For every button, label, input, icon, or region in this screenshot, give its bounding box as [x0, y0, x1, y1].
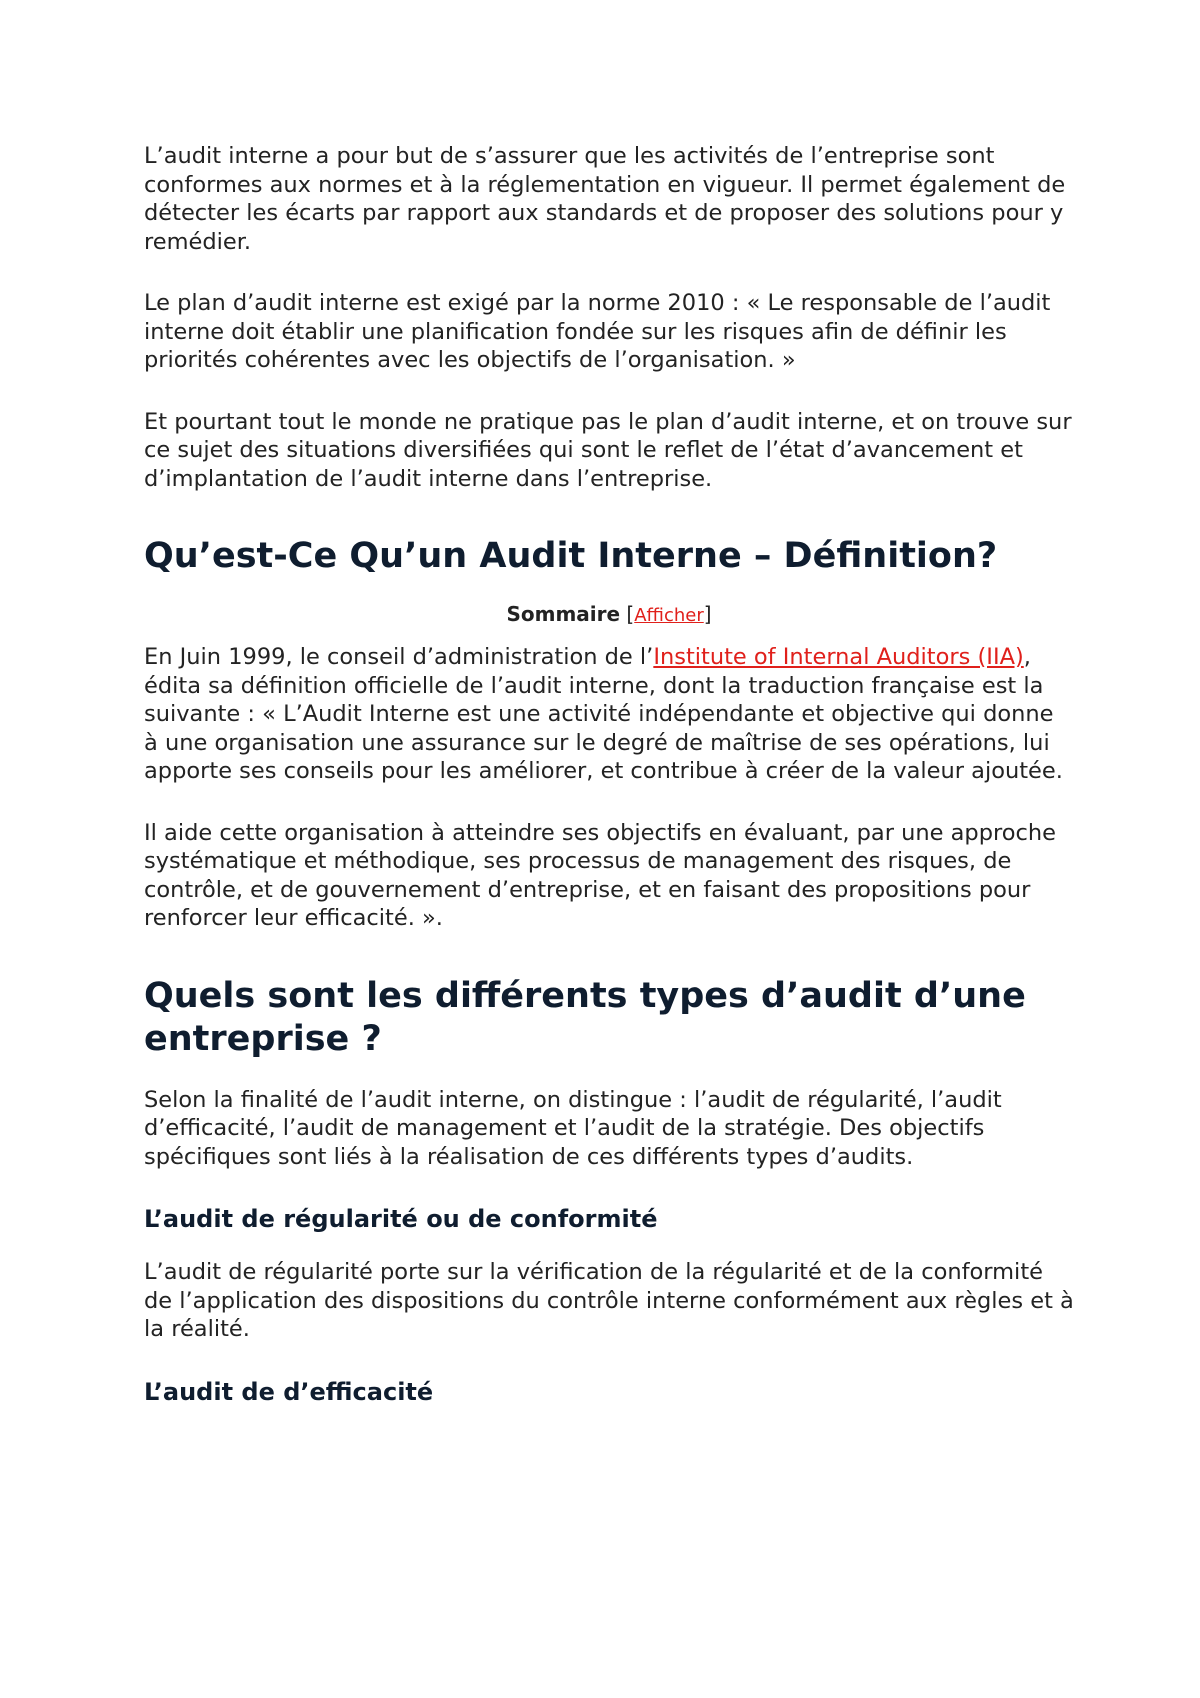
types-heading: Quels sont les différents types d’audit d’une entreprise ? [144, 975, 1026, 1059]
definition-paragraph-1 [144, 643, 1074, 786]
definition-text-after-link: , édita sa définition officielle de l’audit interne, dont la traduction française est la suivante : « L’Audit Interne est une activité indépendante et objective qui donne à une organisation une assurance sur le degré de maîtrise de ses opérations, lui apporte ses conseils pour les améliorer, et contribue à créer de la valeur ajoutée. [144, 644, 1063, 784]
types-paragraph-1: Selon la finalité de l’audit interne, on distingue : l’audit de régularité, l’audit d’efficacité, l’audit de management et l’audit de la stratégie. Des objectifs spécifiques sont liés à la réalisation de ces différents types d’audits. [144, 1086, 1002, 1170]
intro-paragraph-2: Le plan d’audit interne est exigé par la norme 2010 : « Le responsable de l’audit interne doit établir une planification fondée sur les risques afin de définir les priorités cohérentes avec les objectifs de l’organisation. » [144, 290, 1051, 373]
iia-link[interactable]: Institute of Internal Auditors (IIA) [653, 644, 1024, 670]
document-page [144, 142, 1074, 1431]
definition-heading: Qu’est-Ce Qu’un Audit Interne – Définition? [144, 536, 998, 576]
regularity-heading: L’audit de régularité ou de conformité [144, 1205, 658, 1233]
regularity-paragraph-1: L’audit de régularité porte sur la vérification de la régularité et de la conformité de l’application des dispositions du contrôle interne conformément aux règles et à la réalité. [144, 1259, 1074, 1342]
toc-show-link[interactable]: Afficher [634, 605, 704, 626]
definition-text-before-link: En Juin 1999, le conseil d’administration de l’ [144, 644, 654, 670]
toc-bracket-open: [ [626, 602, 635, 626]
table-of-contents [144, 601, 1074, 629]
toc-bracket-close: ] [703, 602, 712, 626]
intro-paragraph-1: L’audit interne a pour but de s’assurer que les activités de l’entreprise sont conformes aux normes et à la réglementation en vigueur. Il permet également de détecter les écarts par rapport aux standards et de proposer des solutions pour y remédier. [144, 143, 1066, 255]
toc-label: Sommaire [506, 602, 621, 626]
intro-paragraph-3: Et pourtant tout le monde ne pratique pas le plan d’audit interne, et on trouve sur ce sujet des situations diversifiées qui sont le reflet de l’état d’avancement et d’implantation de l’audit interne dans l’entreprise. [144, 408, 1072, 492]
definition-paragraph-2: Il aide cette organisation à atteindre ses objectifs en évaluant, par une approche systématique et méthodique, ses processus de management des risques, de contrôle, et de gouvernement d’entreprise, et en faisant des propositions pour renforcer leur efficacité. ». [144, 819, 1056, 931]
efficiency-heading: L’audit de d’efficacité [144, 1377, 434, 1406]
